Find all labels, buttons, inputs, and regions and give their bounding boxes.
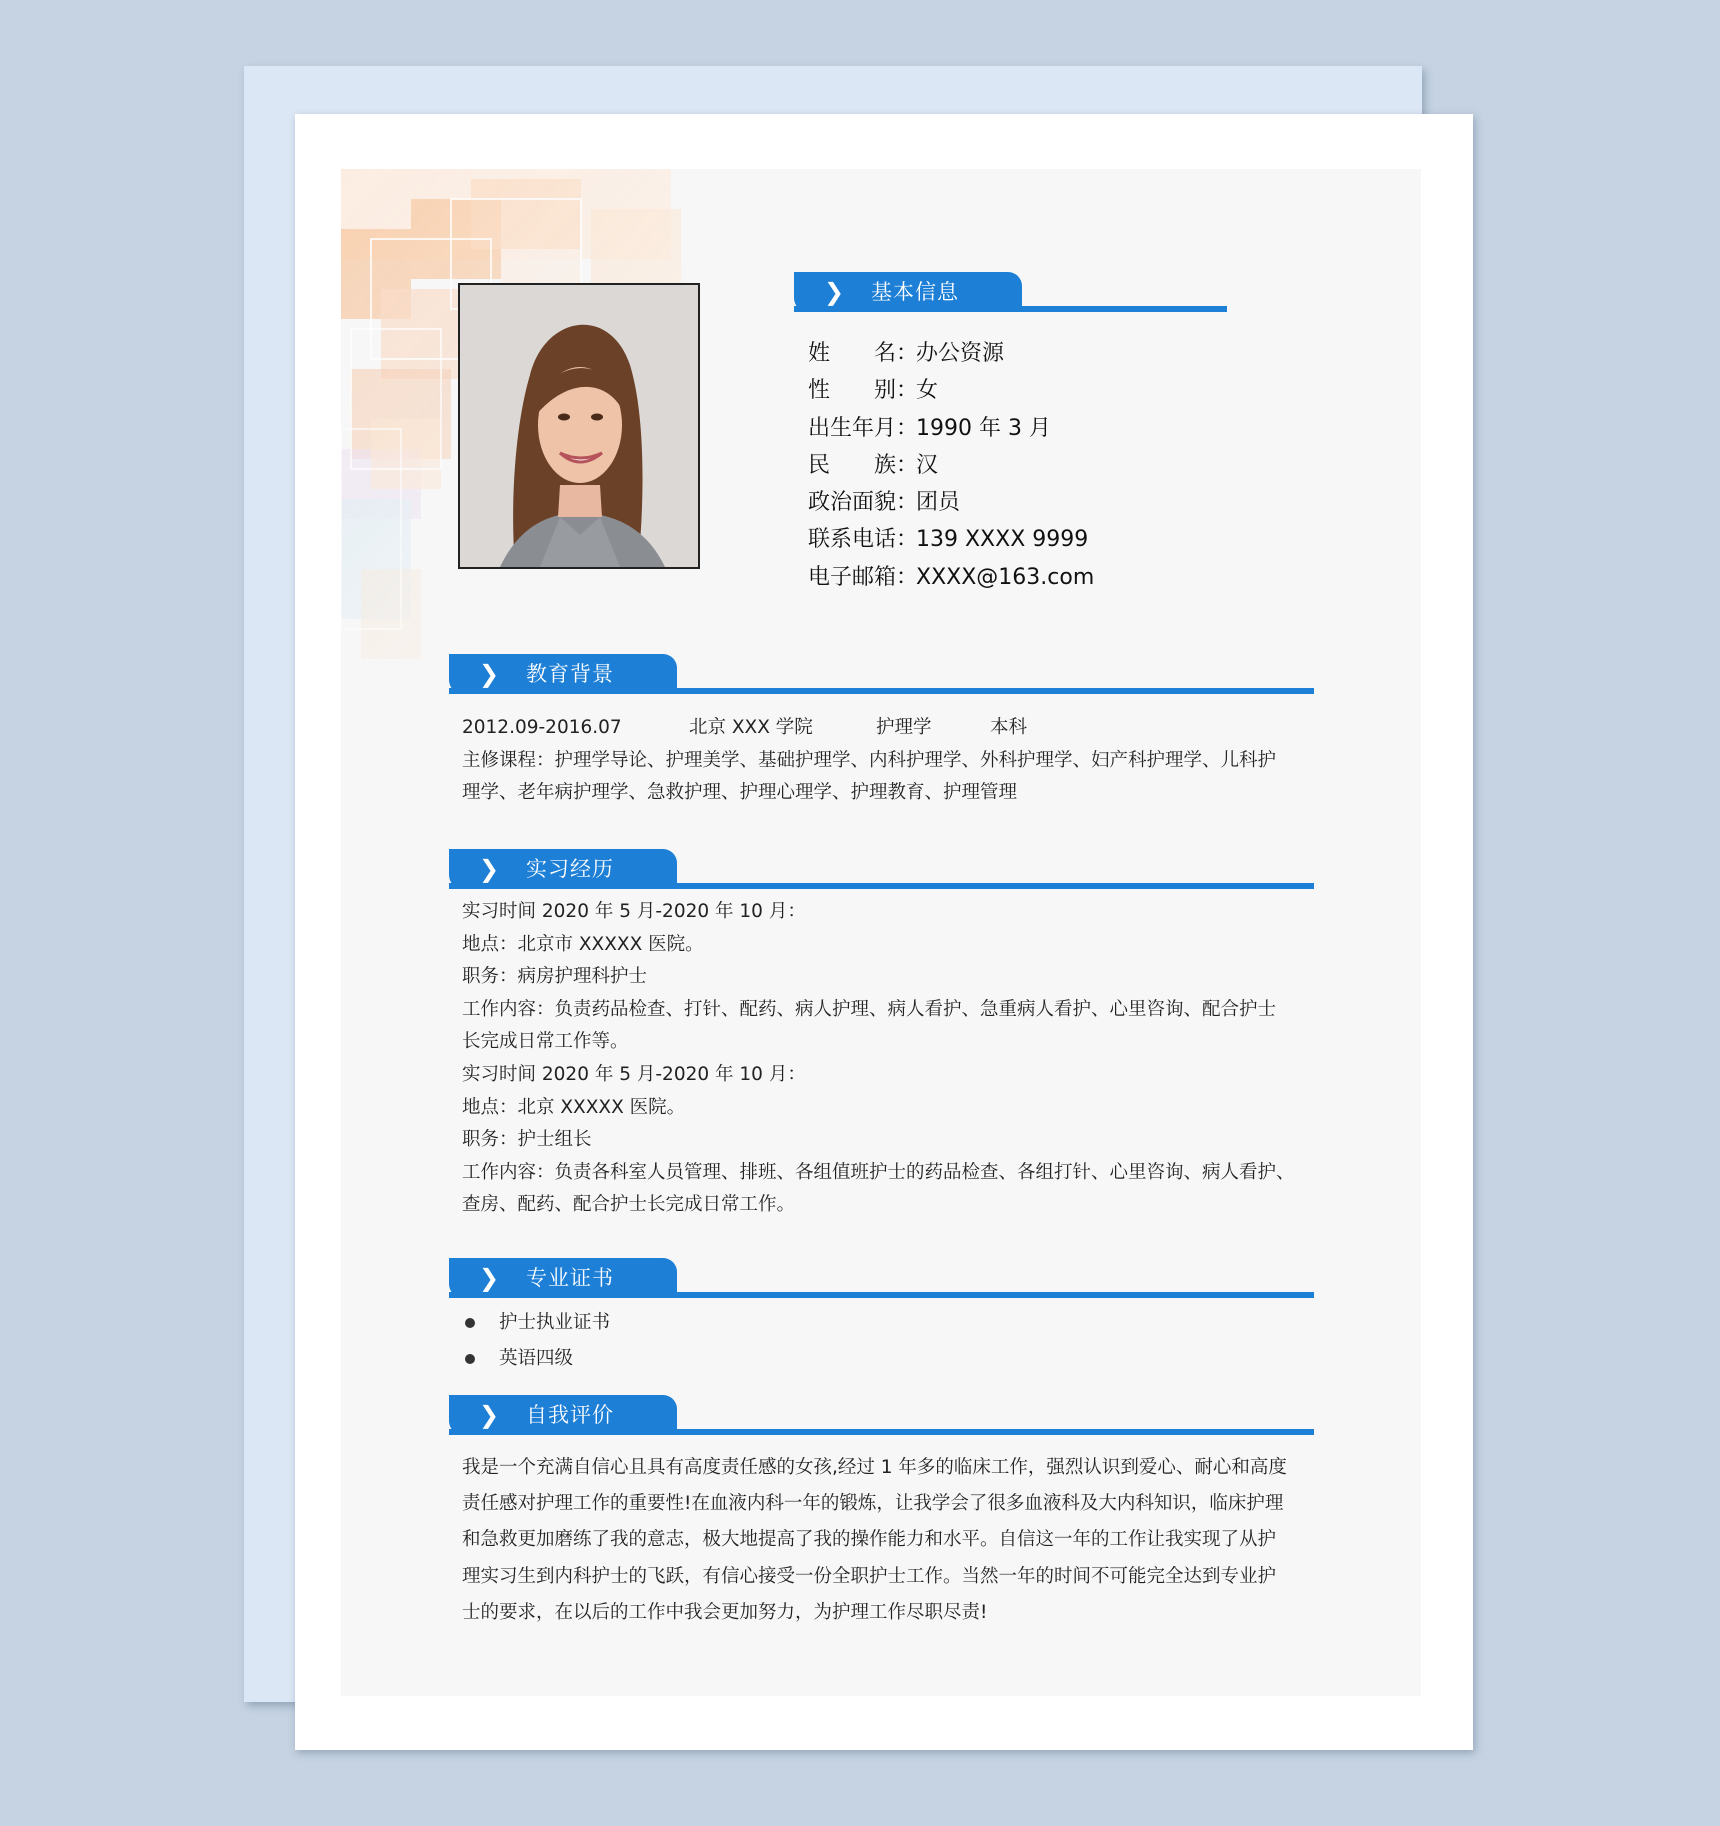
- internship-line: 实习时间 2020 年 5 月-2020 年 10 月：: [462, 901, 806, 922]
- education-courses-line: 理学、老年病护理学、急救护理、护理心理学、护理教育、护理管理: [462, 782, 1018, 804]
- internship-line: 职务：护士组长: [462, 1129, 592, 1151]
- internship-line: 长完成日常工作等。: [462, 1031, 629, 1053]
- internship-line: 查房、配药、配合护士长完成日常工作。: [462, 1194, 796, 1216]
- bullet-dot-icon: [465, 1354, 475, 1364]
- info-row-name: [808, 335, 1094, 372]
- basic-info-list: [808, 335, 1094, 596]
- section-header-internship: [449, 849, 1314, 889]
- bullet-dot-icon: [465, 1318, 475, 1328]
- evaluation-line: 我是一个充满自信心且具有高度责任感的女孩,经过 1 年多的临床工作，强烈认识到爱心、耐心和高度: [462, 1457, 1287, 1478]
- info-row-email: [808, 559, 1094, 596]
- certificate-name: 英语四级: [499, 1348, 574, 1369]
- internship-line: 地点：北京市 XXXXX 医院。: [462, 933, 704, 955]
- certificate-name: 护士执业证书: [499, 1312, 611, 1333]
- info-label: 出生年月：: [808, 415, 919, 441]
- education-major: 护理学: [876, 717, 932, 738]
- evaluation-line: 理实习生到内科护士的飞跃，有信心接受一份全职护士工作。当然一年的时间不可能完全达到专业护: [462, 1565, 1277, 1587]
- section-title: 自我评价: [526, 1403, 614, 1427]
- chevron-right-icon: ❯: [479, 855, 500, 883]
- portrait-image: [460, 285, 698, 567]
- evaluation-line: 责任感对护理工作的重要性!在血液内科一年的锻炼，让我学会了很多血液科及大内科知识，临床护理: [462, 1493, 1284, 1515]
- education-courses-line: 主修课程：护理学导论、护理美学、基础护理学、内科护理学、外科护理学、妇产科护理学、儿科护: [462, 749, 1277, 771]
- info-label: 政治面貌：: [808, 490, 919, 516]
- internship-line: 地点：北京 XXXXX 医院。: [462, 1096, 686, 1118]
- info-label: 电子邮箱：: [808, 564, 919, 590]
- chevron-right-icon: ❯: [479, 660, 500, 688]
- info-row-gender: [808, 372, 1094, 409]
- info-value: XXXX@163.com: [916, 564, 1095, 590]
- info-row-birth: [808, 410, 1094, 447]
- section-title: 实习经历: [526, 857, 614, 881]
- section-title: 教育背景: [526, 662, 614, 686]
- section-header-certificates: [449, 1258, 1314, 1298]
- info-value: 1990 年 3 月: [916, 415, 1051, 441]
- info-label: 姓 名：: [808, 341, 919, 366]
- internship-line: 实习时间 2020 年 5 月-2020 年 10 月：: [462, 1063, 806, 1085]
- internship-line: 职务：病房护理科护士: [462, 966, 648, 988]
- self-evaluation-block: [462, 1450, 1312, 1631]
- section-header-education: [449, 654, 1314, 694]
- section-header-basic-info: [794, 272, 1227, 312]
- chevron-right-icon: ❯: [824, 278, 845, 306]
- chevron-right-icon: ❯: [479, 1264, 500, 1292]
- info-value: 办公资源: [916, 341, 1005, 366]
- internship-line: 工作内容：负责药品检查、打针、配药、病人护理、病人看护、急重病人看护、心里咨询、配合护士: [462, 998, 1277, 1020]
- education-school: 北京 XXX 学院: [689, 717, 813, 738]
- profile-photo: [458, 283, 700, 569]
- info-value: 汉: [916, 452, 939, 478]
- internship-block: [462, 896, 1332, 1222]
- section-header-self-evaluation: [449, 1395, 1314, 1435]
- info-value: 139 XXXX 9999: [916, 527, 1089, 553]
- internship-line: 工作内容：负责各科室人员管理、排班、各组值班护士的药品检查、各组打针、心里咨询、病人看护、: [462, 1161, 1295, 1183]
- education-degree: 本科: [990, 717, 1028, 738]
- info-row-ethnicity: [808, 447, 1094, 484]
- info-label: 民 族：: [808, 452, 919, 478]
- info-label: 性 别：: [808, 378, 919, 404]
- info-row-phone: [808, 521, 1094, 558]
- list-item: [462, 1305, 610, 1341]
- info-label: 联系电话：: [808, 527, 919, 553]
- section-underline: [794, 306, 1227, 312]
- education-row: [462, 712, 1322, 745]
- info-row-political: [808, 484, 1094, 521]
- info-value: 团员: [916, 490, 961, 516]
- section-title: 基本信息: [871, 280, 959, 304]
- info-value: 女: [916, 378, 939, 404]
- list-item: [462, 1341, 610, 1377]
- chevron-right-icon: ❯: [479, 1401, 500, 1429]
- evaluation-line: 士的要求，在以后的工作中我会更加努力，为护理工作尽职尽责!: [462, 1601, 988, 1623]
- section-title: 专业证书: [526, 1266, 614, 1290]
- resume-content: [341, 169, 1421, 1696]
- evaluation-line: 和急救更加磨练了我的意志，极大地提高了我的操作能力和水平。自信这一年的工作让我实现了从护: [462, 1529, 1277, 1551]
- education-block: [462, 712, 1322, 810]
- certificate-list: [462, 1305, 610, 1377]
- education-period: 2012.09-2016.07: [462, 717, 622, 738]
